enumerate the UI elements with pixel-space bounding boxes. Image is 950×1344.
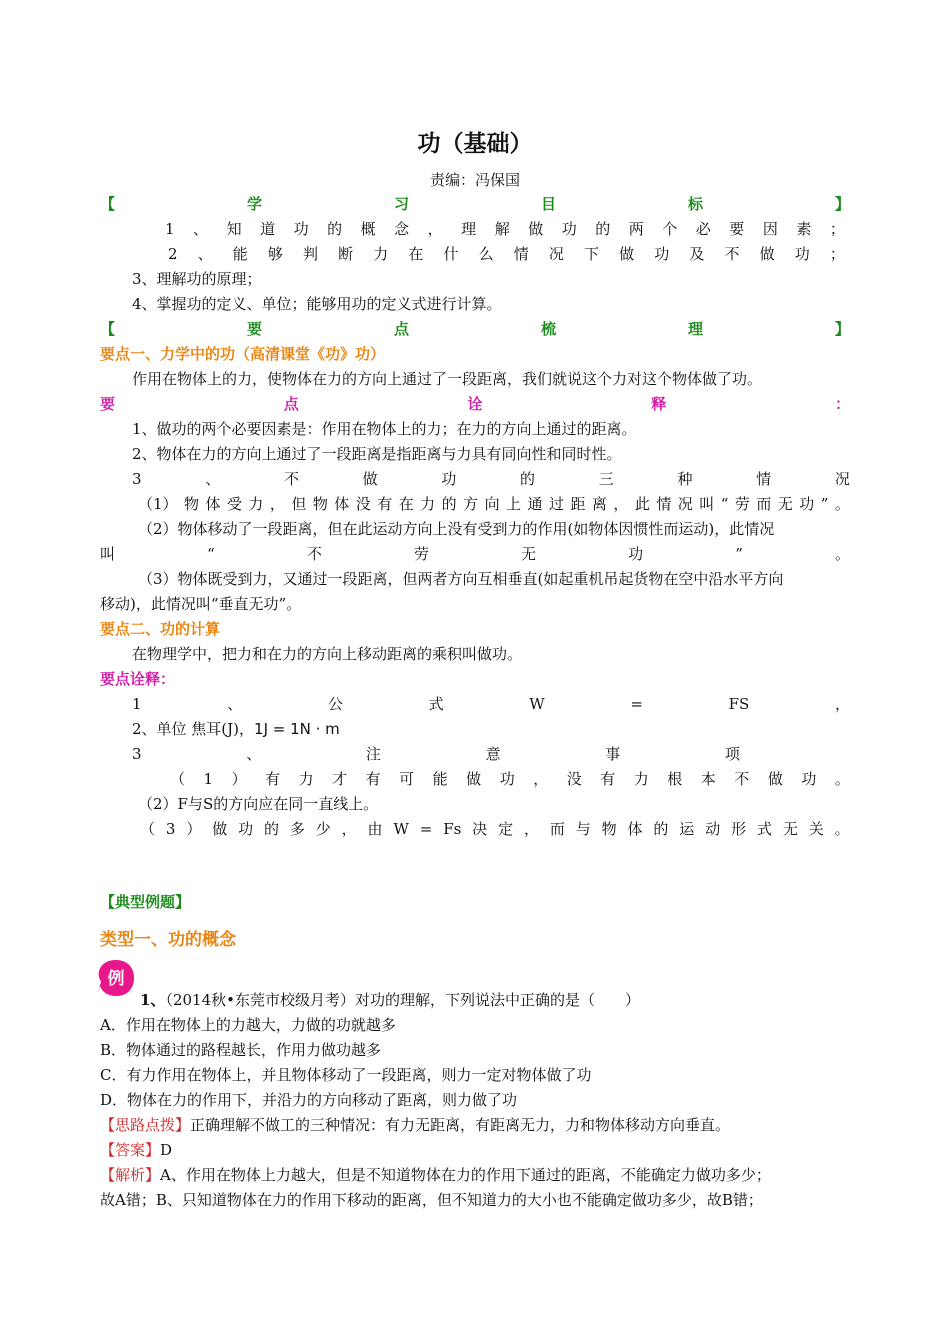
goal-4: 4、掌握功的定义、单位；能够用功的定义式进行计算。 [132,295,502,313]
section-header-key-points [100,317,850,342]
glyph: 、 [205,470,221,488]
glyph: 没 [355,495,371,513]
glyph: 情 [656,495,672,513]
glyph: ， [427,220,443,238]
glyph: 做 [212,820,228,838]
type-1-title: 类型一、功的概念 [100,930,236,950]
unit-text: 2、单位 焦耳(J)， [132,720,255,738]
glyph: 不 [306,545,322,563]
glyph: 项 [724,745,740,763]
notes-line [132,742,740,767]
glyph: 定 [498,820,514,838]
glyph: 道 [260,220,276,238]
glyph: 的 [441,495,457,513]
glyph: 功 [794,245,810,263]
examples-header: 【典型例题】 [100,893,191,911]
analysis-line-1 [100,1163,850,1188]
glyph: 况 [834,470,850,488]
glyph: = [630,695,643,713]
glyph: 少 [315,820,331,838]
glyph: 必 [695,220,711,238]
glyph: 、 [197,245,213,263]
editor-line: 责编：冯保国 [429,171,520,189]
glyph: 不 [734,770,750,788]
glyph: 事 [605,745,621,763]
glyph: ； [829,220,845,238]
glyph: 注 [365,745,381,763]
glyph: （1） [138,495,178,513]
glyph: 做 [767,770,783,788]
glyph: W [529,695,545,713]
glyph: 够 [267,245,283,263]
glyph: 多 [289,820,305,838]
glyph: 形 [731,820,747,838]
glyph: 而 [756,495,772,513]
point-1-text: 作用在物体上的力，使物体在力的方向上通过了一段距离，我们就说这个力对这个物体做了功。 [132,370,763,388]
glyph: 功 [801,770,817,788]
glyph: 的 [653,820,669,838]
glyph: ， [613,495,629,513]
glyph: 诠 [467,395,483,413]
glyph: 不 [283,470,299,488]
glyph: （ [170,770,186,788]
glyph: 3 [165,820,176,838]
glyph: 物 [601,820,617,838]
glyph: 知 [226,220,242,238]
glyph: 公 [327,695,343,713]
glyph: 力 [373,245,389,263]
glyph: （ [140,820,156,838]
glyph: 根 [667,770,683,788]
glyph: 体 [205,495,221,513]
glyph: ， [341,820,357,838]
glyph: 而 [549,820,565,838]
glyph: 概 [360,220,376,238]
glyph: 3 [132,745,142,763]
glyph: ， [834,695,850,713]
glyph: 3 [132,470,142,488]
glyph: 况 [548,245,564,263]
answer-label: 【答案】 [100,1141,161,1159]
glyph: 】 [834,320,850,338]
glyph: 能 [432,770,448,788]
answer-line [100,1138,850,1163]
glyph: 标 [687,195,703,213]
point-1-title: 要点一、力学中的功（高清课堂《功》功） [100,345,386,363]
glyph: 力 [633,770,649,788]
glyph: 什 [443,245,459,263]
example-1-number: 1、 [140,991,166,1009]
glyph: 方 [463,495,479,513]
glyph: 做 [466,770,482,788]
glyph: 物 [312,495,328,513]
hint-line [100,1113,850,1138]
analysis-text-1: A、作用在物体上力越大，但是不知道物体在力的作用下通过的距离，不能确定力做功多少； [160,1166,771,1184]
glyph: 有 [600,770,616,788]
glyph: 运 [679,820,695,838]
unit-line [132,717,882,742]
explanation-1: 1、做功的两个必要因素是：作用在物体上的力；在力的方向上通过的距离。 [132,420,637,438]
glyph: ： [834,395,850,413]
glyph: 及 [689,245,705,263]
glyph: W [393,820,409,838]
glyph: 。 [834,770,850,788]
glyph: ， [523,820,539,838]
glyph: ） [186,820,202,838]
glyph: 梳 [540,320,556,338]
note-3 [140,817,850,842]
glyph: 1 [203,770,214,788]
glyph: 但 [291,495,307,513]
glyph: 】 [834,195,850,213]
glyph: 做 [528,220,544,238]
glyph: 动 [705,820,721,838]
glyph: 通 [527,495,543,513]
glyph: 理 [461,220,477,238]
case-2-line-2 [100,542,850,567]
glyph: 力 [298,770,314,788]
glyph: 物 [184,495,200,513]
glyph: 解 [494,220,510,238]
glyph: 受 [226,495,242,513]
explanation-3 [132,467,850,492]
glyph: 释 [651,395,667,413]
glyph: 在 [398,495,414,513]
glyph: 没 [566,770,582,788]
glyph: 劳 [734,495,750,513]
glyph: 习 [393,195,409,213]
glyph: 。 [834,820,850,838]
glyph: 1 [132,695,142,713]
glyph: 体 [334,495,350,513]
glyph: 做 [362,470,378,488]
glyph: 离 [591,495,607,513]
glyph: 距 [570,495,586,513]
glyph: 2 [168,245,178,263]
glyph: 意 [485,745,501,763]
explanation-2: 2、物体在力的方向上通过了一段距离是指距离与力具有同向性和同时性。 [132,445,622,463]
glyph: “ [207,545,215,563]
glyph: 的 [263,820,279,838]
glyph: 关 [808,820,824,838]
glyph: 素 [796,220,812,238]
glyph: “ [720,495,729,513]
page-title: 功（基础） [417,130,533,157]
glyph: 学 [246,195,262,213]
glyph: 断 [338,245,354,263]
glyph: 两 [628,220,644,238]
glyph: 力 [248,495,264,513]
glyph: 目 [540,195,556,213]
glyph: ， [533,770,549,788]
option-c: C．有力作用在物体上，并且物体移动了一段距离，则力一定对物体做了功 [100,1066,592,1084]
glyph: 无 [777,495,793,513]
glyph: 的 [327,220,343,238]
case-3-line-1: （3）物体既受到力，又通过一段距离，但两者方向互相垂直(如起重机吊起货物在空中沿水平方向 [138,570,784,588]
answer-text: D [160,1141,173,1159]
note-2: （2）F与S的方向应在同一直线上。 [138,795,379,813]
glyph: 。 [834,545,850,563]
example-badge-text: 例 [107,969,125,989]
glyph: 功 [441,470,457,488]
glyph: 劳 [413,545,429,563]
example-1-question-text: （2014秋•东莞市校级月考）对功的理解，下列说法中正确的是（ ） [165,991,640,1009]
glyph: 下 [584,245,600,263]
glyph: 功 [654,245,670,263]
glyph: 向 [484,495,500,513]
glyph: 做 [619,245,635,263]
glyph: 、 [227,695,243,713]
analysis-label: 【解析】 [100,1166,161,1184]
glyph: 要 [246,320,262,338]
glyph: 叫 [100,545,116,563]
glyph: ； [829,245,845,263]
glyph: 本 [700,770,716,788]
goal-1 [165,217,845,242]
glyph: 有 [377,495,393,513]
hint-text: 正确理解不做工的三种情况：有力无距离，有距离无力，力和物体移动方向垂直。 [190,1116,731,1134]
glyph: 不 [724,245,740,263]
glyph: ） [231,770,247,788]
glyph: ， [269,495,285,513]
option-b: B．物体通过的路程越长，作用力做功越多 [100,1041,382,1059]
glyph: Fs [443,820,462,838]
glyph: 【 [100,320,116,338]
case-1 [138,492,850,517]
glyph: 1 [165,220,175,238]
glyph: 理 [687,320,703,338]
glyph: 功 [293,220,309,238]
note-1 [170,767,850,792]
glyph: 情 [513,245,529,263]
glyph: 三 [598,470,614,488]
glyph: 要 [729,220,745,238]
glyph: 式 [756,820,772,838]
hint-label: 【思路点拨】 [100,1116,191,1134]
glyph: 有 [365,770,381,788]
glyph: 【 [100,195,116,213]
glyph: 念 [394,220,410,238]
glyph: 、 [193,220,209,238]
option-d: D．物体在力的作用下，并沿力的方向移动了距离，则力做了功 [100,1091,518,1109]
glyph: 况 [677,495,693,513]
glyph: 判 [303,245,319,263]
glyph: 体 [627,820,643,838]
goal-2 [168,242,845,267]
glyph: 点 [393,320,409,338]
explanation-label-2: 要点诠释： [100,670,176,688]
glyph: 力 [420,495,436,513]
glyph: = [419,820,433,838]
glyph: 、 [246,745,262,763]
glyph: 的 [595,220,611,238]
glyph: 功 [628,545,644,563]
glyph: 决 [472,820,488,838]
point-2-text: 在物理学中，把力和在力的方向上移动距离的乘积叫做功。 [132,645,523,663]
glyph: 有 [265,770,281,788]
glyph: 种 [677,470,693,488]
glyph: 无 [782,820,798,838]
explanation-label [100,392,850,417]
glyph: 才 [332,770,348,788]
example-1-question [140,988,890,1013]
glyph: 功 [561,220,577,238]
glyph: 个 [662,220,678,238]
formula-line [132,692,850,717]
glyph: 情 [756,470,772,488]
example-badge-icon [96,958,136,998]
glyph: FS [728,695,750,713]
section-header-goals [100,192,850,217]
option-a: A．作用在物体上的力越大，力做的功就越多 [100,1016,396,1034]
goal-3: 3、理解功的原理； [132,270,262,288]
glyph: 无 [521,545,537,563]
point-2-title: 要点二、功的计算 [100,620,221,638]
unit-formula: 1J = 1N · m [254,720,340,738]
glyph: 式 [428,695,444,713]
glyph: 点 [283,395,299,413]
glyph: 功 [799,495,815,513]
glyph: 上 [506,495,522,513]
glyph: 此 [634,495,650,513]
case-3-line-2: 移动)，此情况叫“垂直无功”。 [100,595,302,613]
glyph: 的 [520,470,536,488]
glyph: 么 [478,245,494,263]
glyph: 做 [759,245,775,263]
glyph: 能 [232,245,248,263]
glyph: 要 [100,395,116,413]
glyph: 叫 [699,495,715,513]
case-2-line-1: （2）物体移动了一段距离，但在此运动方向上没有受到力的作用(如物体因惯性而运动)，此情况 [138,520,775,538]
glyph: 。 [834,495,850,513]
glyph: 过 [548,495,564,513]
glyph: ” [735,545,743,563]
glyph: 与 [575,820,591,838]
glyph: 由 [367,820,383,838]
glyph: 可 [399,770,415,788]
glyph: 在 [408,245,424,263]
analysis-line-2: 故A错；B、只知道物体在力的作用下移动的距离，但不知道力的大小也不能确定做功多少，故B错； [100,1191,763,1209]
glyph: 因 [762,220,778,238]
glyph: 功 [499,770,515,788]
glyph: 功 [238,820,254,838]
glyph: ” [820,495,829,513]
